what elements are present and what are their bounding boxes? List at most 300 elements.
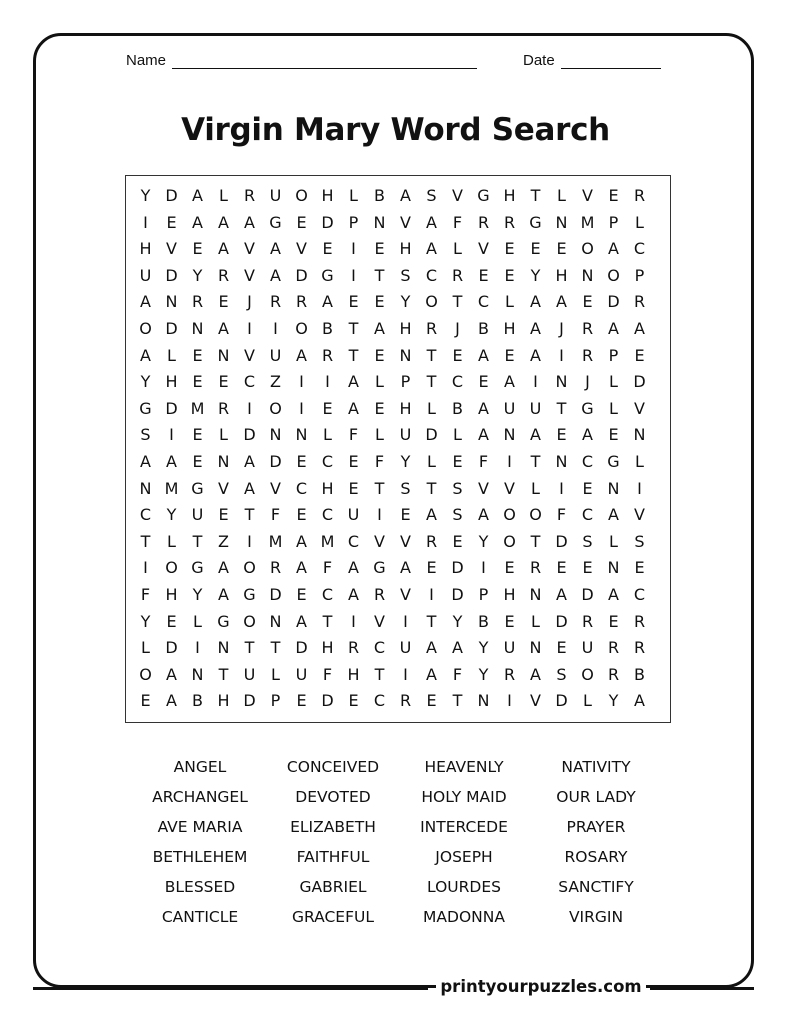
- grid-cell[interactable]: V: [452, 186, 463, 205]
- grid-cell[interactable]: L: [219, 186, 228, 205]
- grid-cell[interactable]: F: [140, 585, 151, 604]
- grid-cell[interactable]: B: [478, 611, 489, 631]
- grid-cell[interactable]: H: [399, 398, 412, 418]
- grid-cell[interactable]: E: [166, 611, 177, 631]
- grid-cell[interactable]: A: [608, 239, 619, 259]
- grid-cell[interactable]: R: [607, 638, 620, 658]
- grid-cell[interactable]: I: [559, 478, 564, 498]
- grid-cell[interactable]: C: [633, 585, 646, 604]
- grid-cell[interactable]: L: [375, 425, 384, 445]
- date-line[interactable]: [561, 54, 661, 69]
- grid-cell[interactable]: A: [296, 345, 307, 365]
- grid-cell[interactable]: D: [321, 212, 334, 232]
- grid-cell[interactable]: B: [634, 664, 645, 684]
- grid-cell[interactable]: F: [270, 505, 281, 525]
- grid-cell[interactable]: N: [555, 372, 568, 392]
- grid-cell[interactable]: I: [403, 611, 408, 631]
- grid-cell[interactable]: E: [192, 239, 203, 259]
- grid-cell[interactable]: D: [295, 265, 308, 285]
- grid-cell[interactable]: E: [608, 611, 619, 631]
- grid-cell[interactable]: I: [143, 558, 148, 578]
- grid-cell[interactable]: N: [191, 319, 204, 338]
- grid-cell[interactable]: U: [347, 505, 360, 525]
- grid-cell[interactable]: N: [191, 664, 204, 684]
- grid-cell[interactable]: R: [191, 292, 204, 312]
- grid-cell[interactable]: R: [269, 558, 282, 578]
- grid-cell[interactable]: D: [633, 372, 646, 392]
- grid-cell[interactable]: T: [426, 372, 437, 392]
- grid-cell[interactable]: C: [451, 372, 464, 392]
- grid-cell[interactable]: A: [244, 452, 255, 471]
- grid-cell[interactable]: E: [218, 292, 229, 312]
- grid-cell[interactable]: O: [607, 265, 620, 285]
- grid-cell[interactable]: R: [633, 292, 646, 312]
- grid-cell[interactable]: L: [635, 452, 644, 471]
- grid-cell[interactable]: Y: [530, 265, 541, 285]
- grid-cell[interactable]: V: [296, 239, 307, 259]
- grid-cell[interactable]: U: [503, 638, 516, 658]
- grid-cell[interactable]: E: [426, 691, 437, 711]
- grid-cell[interactable]: V: [244, 345, 255, 365]
- grid-cell[interactable]: F: [322, 664, 333, 684]
- grid-cell[interactable]: D: [165, 638, 178, 658]
- grid-cell[interactable]: R: [581, 611, 594, 631]
- grid-cell[interactable]: D: [321, 691, 334, 711]
- grid-cell[interactable]: Y: [608, 691, 619, 711]
- grid-cell[interactable]: C: [321, 452, 334, 471]
- grid-cell[interactable]: D: [295, 638, 308, 658]
- grid-cell[interactable]: V: [374, 531, 385, 551]
- grid-cell[interactable]: S: [452, 505, 463, 525]
- grid-cell[interactable]: L: [219, 425, 228, 445]
- grid-cell[interactable]: E: [608, 186, 619, 205]
- grid-cell[interactable]: A: [348, 398, 359, 418]
- grid-cell[interactable]: Z: [270, 372, 281, 392]
- grid-cell[interactable]: C: [425, 265, 438, 285]
- grid-cell[interactable]: I: [429, 585, 434, 604]
- grid-cell[interactable]: I: [351, 239, 356, 259]
- grid-cell[interactable]: Y: [400, 452, 411, 471]
- grid-cell[interactable]: M: [268, 531, 283, 551]
- grid-cell[interactable]: E: [218, 372, 229, 392]
- grid-cell[interactable]: V: [634, 505, 645, 525]
- grid-cell[interactable]: L: [141, 638, 150, 658]
- grid-cell[interactable]: G: [191, 558, 204, 578]
- grid-cell[interactable]: A: [530, 664, 541, 684]
- grid-cell[interactable]: L: [375, 372, 384, 392]
- grid-cell[interactable]: L: [609, 372, 618, 392]
- grid-cell[interactable]: I: [637, 478, 642, 498]
- grid-cell[interactable]: G: [243, 585, 256, 604]
- grid-cell[interactable]: E: [504, 265, 515, 285]
- grid-cell[interactable]: E: [348, 691, 359, 711]
- grid-cell[interactable]: C: [477, 292, 490, 312]
- grid-cell[interactable]: T: [218, 664, 229, 684]
- grid-cell[interactable]: E: [556, 239, 567, 259]
- grid-cell[interactable]: A: [322, 292, 333, 312]
- grid-cell[interactable]: C: [373, 638, 386, 658]
- grid-cell[interactable]: T: [530, 186, 541, 205]
- grid-cell[interactable]: G: [269, 212, 282, 232]
- grid-cell[interactable]: E: [400, 505, 411, 525]
- grid-cell[interactable]: V: [374, 611, 385, 631]
- grid-cell[interactable]: Y: [140, 611, 151, 631]
- grid-cell[interactable]: Y: [478, 664, 489, 684]
- grid-cell[interactable]: V: [218, 478, 229, 498]
- grid-cell[interactable]: I: [273, 319, 278, 338]
- grid-cell[interactable]: Z: [218, 531, 229, 551]
- grid-cell[interactable]: R: [217, 265, 230, 285]
- grid-cell[interactable]: A: [478, 505, 489, 525]
- grid-cell[interactable]: L: [427, 398, 436, 418]
- grid-cell[interactable]: E: [634, 558, 645, 578]
- grid-cell[interactable]: G: [477, 186, 490, 205]
- grid-cell[interactable]: I: [247, 398, 252, 418]
- grid-cell[interactable]: U: [269, 186, 282, 205]
- grid-cell[interactable]: L: [531, 611, 540, 631]
- grid-cell[interactable]: F: [374, 452, 385, 471]
- grid-cell[interactable]: T: [244, 505, 255, 525]
- grid-cell[interactable]: V: [478, 239, 489, 259]
- grid-cell[interactable]: T: [348, 319, 359, 338]
- grid-cell[interactable]: O: [503, 505, 516, 525]
- grid-cell[interactable]: E: [374, 398, 385, 418]
- grid-cell[interactable]: Y: [192, 585, 203, 604]
- grid-cell[interactable]: I: [533, 372, 538, 392]
- grid-cell[interactable]: H: [399, 239, 412, 259]
- name-field[interactable]: [126, 52, 477, 69]
- grid-cell[interactable]: A: [270, 239, 281, 259]
- grid-cell[interactable]: U: [581, 638, 594, 658]
- grid-cell[interactable]: E: [374, 292, 385, 312]
- grid-cell[interactable]: C: [633, 239, 646, 259]
- grid-cell[interactable]: E: [192, 372, 203, 392]
- grid-cell[interactable]: E: [504, 611, 515, 631]
- grid-cell[interactable]: C: [321, 585, 334, 604]
- grid-cell[interactable]: D: [165, 186, 178, 205]
- grid-cell[interactable]: H: [321, 478, 334, 498]
- grid-cell[interactable]: I: [195, 638, 200, 658]
- grid-cell[interactable]: H: [555, 265, 568, 285]
- grid-cell[interactable]: R: [295, 292, 308, 312]
- grid-cell[interactable]: H: [347, 664, 360, 684]
- grid-cell[interactable]: D: [165, 265, 178, 285]
- grid-cell[interactable]: A: [452, 638, 463, 658]
- grid-cell[interactable]: E: [608, 425, 619, 445]
- grid-cell[interactable]: L: [609, 531, 618, 551]
- grid-cell[interactable]: R: [425, 319, 438, 338]
- grid-cell[interactable]: N: [503, 425, 516, 445]
- grid-cell[interactable]: C: [373, 691, 386, 711]
- grid-cell[interactable]: N: [139, 478, 152, 498]
- grid-cell[interactable]: I: [247, 531, 252, 551]
- grid-cell[interactable]: E: [504, 558, 515, 578]
- grid-cell[interactable]: A: [556, 585, 567, 604]
- grid-cell[interactable]: O: [503, 531, 516, 551]
- grid-cell[interactable]: L: [349, 186, 358, 205]
- grid-cell[interactable]: T: [348, 345, 359, 365]
- grid-cell[interactable]: O: [165, 558, 178, 578]
- grid-cell[interactable]: V: [478, 478, 489, 498]
- grid-cell[interactable]: P: [270, 691, 281, 711]
- grid-cell[interactable]: E: [426, 558, 437, 578]
- grid-cell[interactable]: G: [191, 478, 204, 498]
- grid-cell[interactable]: Y: [478, 638, 489, 658]
- grid-cell[interactable]: O: [581, 239, 594, 259]
- grid-cell[interactable]: T: [244, 638, 255, 658]
- grid-cell[interactable]: E: [166, 212, 177, 232]
- grid-cell[interactable]: A: [244, 212, 255, 232]
- grid-cell[interactable]: T: [530, 452, 541, 471]
- grid-cell[interactable]: A: [504, 372, 515, 392]
- grid-cell[interactable]: A: [166, 664, 177, 684]
- grid-cell[interactable]: T: [140, 531, 151, 551]
- grid-cell[interactable]: D: [451, 558, 464, 578]
- grid-cell[interactable]: R: [581, 319, 594, 338]
- grid-cell[interactable]: V: [244, 265, 255, 285]
- grid-cell[interactable]: G: [373, 558, 386, 578]
- grid-cell[interactable]: L: [635, 212, 644, 232]
- grid-cell[interactable]: O: [529, 505, 542, 525]
- grid-cell[interactable]: T: [374, 265, 385, 285]
- grid-cell[interactable]: R: [425, 531, 438, 551]
- grid-cell[interactable]: T: [322, 611, 333, 631]
- grid-cell[interactable]: I: [247, 319, 252, 338]
- grid-cell[interactable]: N: [295, 425, 308, 445]
- grid-cell[interactable]: M: [580, 212, 595, 232]
- grid-cell[interactable]: L: [557, 186, 566, 205]
- grid-cell[interactable]: U: [503, 398, 516, 418]
- grid-cell[interactable]: E: [140, 691, 151, 711]
- grid-cell[interactable]: T: [426, 345, 437, 365]
- grid-cell[interactable]: A: [296, 558, 307, 578]
- grid-cell[interactable]: A: [218, 585, 229, 604]
- grid-cell[interactable]: H: [503, 186, 516, 205]
- grid-cell[interactable]: V: [166, 239, 177, 259]
- grid-cell[interactable]: S: [582, 531, 593, 551]
- grid-cell[interactable]: S: [556, 664, 567, 684]
- grid-cell[interactable]: S: [400, 478, 411, 498]
- grid-cell[interactable]: M: [164, 478, 179, 498]
- grid-cell[interactable]: V: [582, 186, 593, 205]
- grid-cell[interactable]: A: [348, 372, 359, 392]
- grid-cell[interactable]: U: [529, 398, 542, 418]
- grid-cell[interactable]: Y: [400, 292, 411, 312]
- grid-cell[interactable]: L: [271, 664, 280, 684]
- grid-cell[interactable]: N: [269, 425, 282, 445]
- grid-cell[interactable]: A: [140, 345, 151, 365]
- grid-cell[interactable]: L: [453, 425, 462, 445]
- grid-cell[interactable]: N: [555, 212, 568, 232]
- grid-cell[interactable]: D: [243, 691, 256, 711]
- grid-cell[interactable]: L: [193, 611, 202, 631]
- grid-cell[interactable]: E: [296, 691, 307, 711]
- grid-cell[interactable]: A: [478, 345, 489, 365]
- grid-cell[interactable]: H: [321, 186, 334, 205]
- grid-cell[interactable]: N: [217, 452, 230, 471]
- grid-cell[interactable]: E: [296, 452, 307, 471]
- grid-cell[interactable]: J: [247, 292, 252, 312]
- grid-cell[interactable]: T: [452, 292, 463, 312]
- grid-cell[interactable]: E: [452, 452, 463, 471]
- grid-cell[interactable]: E: [296, 505, 307, 525]
- grid-cell[interactable]: N: [399, 345, 412, 365]
- grid-cell[interactable]: R: [321, 345, 334, 365]
- grid-cell[interactable]: A: [478, 425, 489, 445]
- grid-cell[interactable]: A: [140, 452, 151, 471]
- grid-cell[interactable]: L: [453, 239, 462, 259]
- letter-grid[interactable]: [125, 175, 671, 723]
- grid-cell[interactable]: Y: [452, 611, 463, 631]
- grid-cell[interactable]: I: [299, 372, 304, 392]
- grid-cell[interactable]: R: [633, 186, 646, 205]
- grid-cell[interactable]: F: [452, 212, 463, 232]
- grid-cell[interactable]: T: [530, 531, 541, 551]
- grid-cell[interactable]: T: [556, 398, 567, 418]
- grid-cell[interactable]: E: [322, 239, 333, 259]
- grid-cell[interactable]: V: [400, 531, 411, 551]
- grid-cell[interactable]: D: [425, 425, 438, 445]
- grid-cell[interactable]: O: [243, 558, 256, 578]
- grid-cell[interactable]: A: [166, 691, 177, 711]
- grid-cell[interactable]: U: [269, 345, 282, 365]
- grid-cell[interactable]: A: [608, 319, 619, 338]
- grid-cell[interactable]: H: [165, 585, 178, 604]
- grid-cell[interactable]: R: [633, 611, 646, 631]
- grid-cell[interactable]: D: [451, 585, 464, 604]
- grid-cell[interactable]: E: [192, 345, 203, 365]
- grid-cell[interactable]: E: [634, 345, 645, 365]
- grid-cell[interactable]: G: [321, 265, 334, 285]
- grid-cell[interactable]: D: [581, 585, 594, 604]
- grid-cell[interactable]: T: [374, 478, 385, 498]
- grid-cell[interactable]: R: [243, 186, 256, 205]
- grid-cell[interactable]: L: [531, 478, 540, 498]
- grid-cell[interactable]: O: [425, 292, 438, 312]
- grid-cell[interactable]: C: [295, 478, 308, 498]
- grid-cell[interactable]: L: [583, 691, 592, 711]
- grid-cell[interactable]: J: [455, 319, 460, 338]
- grid-cell[interactable]: R: [529, 558, 542, 578]
- grid-cell[interactable]: R: [503, 212, 516, 232]
- grid-cell[interactable]: G: [139, 398, 152, 418]
- grid-cell[interactable]: D: [165, 398, 178, 418]
- grid-cell[interactable]: F: [478, 452, 489, 471]
- grid-cell[interactable]: O: [581, 664, 594, 684]
- grid-cell[interactable]: E: [192, 452, 203, 471]
- grid-cell[interactable]: O: [295, 319, 308, 338]
- grid-cell[interactable]: G: [529, 212, 542, 232]
- grid-cell[interactable]: S: [400, 265, 411, 285]
- grid-cell[interactable]: C: [347, 531, 360, 551]
- grid-cell[interactable]: A: [530, 345, 541, 365]
- grid-cell[interactable]: T: [374, 664, 385, 684]
- grid-cell[interactable]: O: [269, 398, 282, 418]
- grid-cell[interactable]: L: [427, 452, 436, 471]
- grid-cell[interactable]: A: [348, 558, 359, 578]
- grid-cell[interactable]: S: [140, 425, 151, 445]
- grid-cell[interactable]: A: [530, 425, 541, 445]
- grid-cell[interactable]: A: [296, 611, 307, 631]
- grid-cell[interactable]: R: [451, 265, 464, 285]
- grid-cell[interactable]: A: [244, 478, 255, 498]
- grid-cell[interactable]: B: [452, 398, 463, 418]
- grid-cell[interactable]: P: [608, 345, 619, 365]
- grid-cell[interactable]: N: [633, 425, 646, 445]
- grid-cell[interactable]: I: [143, 212, 148, 232]
- grid-cell[interactable]: E: [530, 239, 541, 259]
- grid-cell[interactable]: B: [322, 319, 333, 338]
- grid-cell[interactable]: P: [634, 265, 645, 285]
- grid-cell[interactable]: E: [296, 212, 307, 232]
- grid-cell[interactable]: D: [269, 585, 282, 604]
- grid-cell[interactable]: N: [607, 558, 620, 578]
- grid-cell[interactable]: N: [217, 638, 230, 658]
- grid-cell[interactable]: E: [582, 292, 593, 312]
- grid-cell[interactable]: E: [374, 239, 385, 259]
- grid-cell[interactable]: O: [295, 186, 308, 205]
- grid-cell[interactable]: N: [581, 265, 594, 285]
- grid-cell[interactable]: I: [403, 664, 408, 684]
- grid-cell[interactable]: E: [556, 638, 567, 658]
- grid-cell[interactable]: A: [140, 292, 151, 312]
- grid-cell[interactable]: T: [426, 478, 437, 498]
- grid-cell[interactable]: O: [139, 664, 152, 684]
- grid-cell[interactable]: A: [608, 505, 619, 525]
- grid-cell[interactable]: Y: [166, 505, 177, 525]
- grid-cell[interactable]: R: [399, 691, 412, 711]
- grid-cell[interactable]: C: [581, 452, 594, 471]
- grid-cell[interactable]: D: [165, 319, 178, 338]
- grid-cell[interactable]: I: [481, 558, 486, 578]
- grid-cell[interactable]: H: [503, 585, 516, 604]
- grid-cell[interactable]: N: [217, 345, 230, 365]
- grid-cell[interactable]: V: [504, 478, 515, 498]
- grid-cell[interactable]: I: [351, 265, 356, 285]
- grid-cell[interactable]: T: [192, 531, 203, 551]
- grid-cell[interactable]: A: [166, 452, 177, 471]
- grid-cell[interactable]: N: [529, 585, 542, 604]
- grid-cell[interactable]: G: [607, 452, 620, 471]
- grid-cell[interactable]: U: [139, 265, 152, 285]
- grid-cell[interactable]: S: [634, 531, 645, 551]
- grid-cell[interactable]: L: [505, 292, 514, 312]
- grid-cell[interactable]: T: [270, 638, 281, 658]
- grid-cell[interactable]: A: [426, 505, 437, 525]
- grid-cell[interactable]: E: [296, 585, 307, 604]
- grid-cell[interactable]: E: [582, 478, 593, 498]
- grid-cell[interactable]: A: [634, 319, 645, 338]
- grid-cell[interactable]: U: [295, 664, 308, 684]
- grid-cell[interactable]: C: [581, 505, 594, 525]
- grid-cell[interactable]: J: [559, 319, 564, 338]
- grid-cell[interactable]: A: [478, 398, 489, 418]
- grid-cell[interactable]: E: [374, 345, 385, 365]
- grid-cell[interactable]: E: [556, 425, 567, 445]
- grid-cell[interactable]: G: [217, 611, 230, 631]
- date-field[interactable]: [523, 52, 661, 69]
- grid-cell[interactable]: V: [400, 212, 411, 232]
- grid-cell[interactable]: Y: [140, 372, 151, 392]
- grid-cell[interactable]: H: [165, 372, 178, 392]
- grid-cell[interactable]: E: [478, 265, 489, 285]
- grid-cell[interactable]: C: [139, 505, 152, 525]
- grid-cell[interactable]: E: [504, 239, 515, 259]
- grid-cell[interactable]: G: [581, 398, 594, 418]
- grid-cell[interactable]: M: [320, 531, 335, 551]
- grid-cell[interactable]: E: [556, 558, 567, 578]
- grid-cell[interactable]: A: [634, 691, 645, 711]
